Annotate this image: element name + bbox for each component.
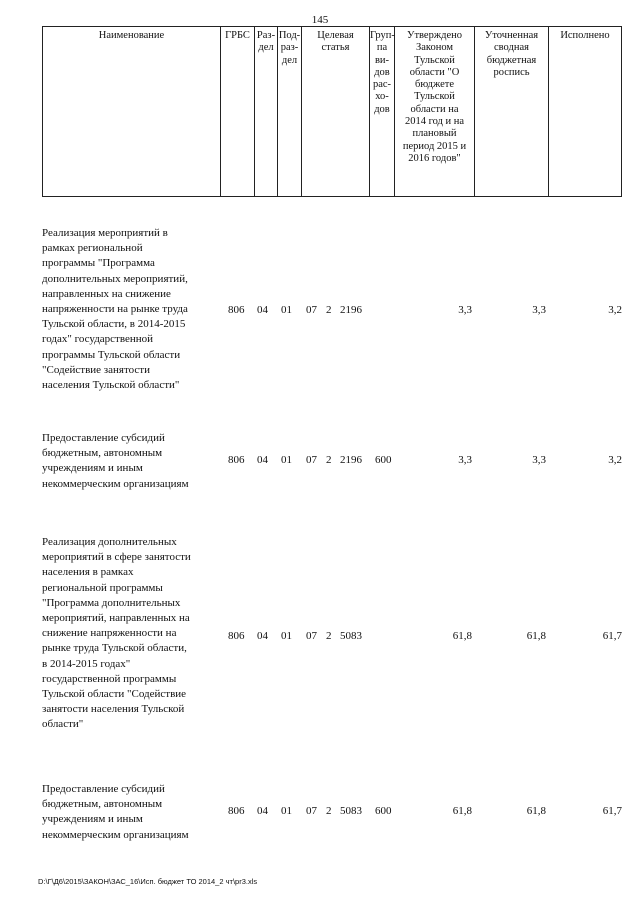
row-razdel: 04: [257, 454, 268, 466]
row-target-subprogram: 2: [326, 454, 332, 466]
row-target-program: 07: [306, 454, 317, 466]
row-grbs: 806: [228, 454, 245, 466]
row-executed: 61,7: [602, 805, 622, 817]
row-target-program: 07: [306, 805, 317, 817]
row-podrazdel: 01: [281, 454, 292, 466]
header-razdel: Раз- дел: [255, 27, 278, 196]
header-executed: Исполнено: [560, 30, 610, 41]
row-name: Реализация мероприятий в рамках региональной программы "Программа дополнительных мероприятий, направленных на снижение напряженности на рынке труда Тульской области, в 2014-2015 годах" государственной программы Тульской области "Содействие занятости населения Тульской области": [42, 227, 188, 392]
header-podrazdel: Под- раз- дел: [278, 27, 302, 196]
row-executed: 61,7: [602, 630, 622, 642]
header-group: Груп- па ви- дов рас- хо- дов: [370, 27, 395, 196]
row-name: Реализация дополнительных мероприятий в сфере занятости населения в рамках региональной программы "Программа дополнительных мероприятий, направленных на снижение напряженности на рынке труда Тульской области, в 2014-2015 годах" государственной программы Тульской области "Содействие занятости населения Тульской области": [42, 536, 191, 731]
header-approved: Утверждено Законом Тульской области "О бюджете Тульской области на 2014 год и на плановый период 2015 и 2016 годов": [395, 27, 475, 196]
row-approved: 61,8: [452, 630, 472, 642]
row-approved: 3,3: [458, 304, 472, 316]
file-path-footer: D:\Г\Д6\2015\ЗАКОН\ЗАС_16\Исп. бюджет ТО 2014_2 чт\pr3.xls: [38, 877, 258, 886]
row-razdel: 04: [257, 304, 268, 316]
row-group: 600: [375, 454, 392, 466]
header-target: Целевая статья: [302, 27, 370, 196]
row-target-program: 07: [306, 304, 317, 316]
row-approved: 61,8: [452, 805, 472, 817]
table-row: [42, 535, 632, 735]
row-executed: 3,2: [608, 304, 622, 316]
row-grbs: 806: [228, 304, 245, 316]
row-name: Предоставление субсидий бюджетным, автономным учреждениям и иным некоммерческим организациям: [42, 783, 189, 841]
table-row: [42, 431, 632, 493]
header-name: Наименование: [43, 27, 221, 196]
row-refined: 3,3: [532, 454, 546, 466]
row-target-subprogram: 2: [326, 805, 332, 817]
row-podrazdel: 01: [281, 304, 292, 316]
row-podrazdel: 01: [281, 805, 292, 817]
row-target-subprogram: 2: [326, 630, 332, 642]
row-name: Предоставление субсидий бюджетным, автономным учреждениям и иным некоммерческим организациям: [42, 432, 189, 490]
row-razdel: 04: [257, 805, 268, 817]
table-row: [42, 782, 632, 844]
table-row: [42, 226, 632, 396]
row-grbs: 806: [228, 630, 245, 642]
row-target-code: 2196: [340, 454, 362, 466]
row-podrazdel: 01: [281, 630, 292, 642]
header-refined: Уточненная сводная бюджетная роспись: [475, 27, 549, 196]
row-refined: 61,8: [526, 805, 546, 817]
row-executed: 3,2: [608, 454, 622, 466]
row-grbs: 806: [228, 805, 245, 817]
row-razdel: 04: [257, 630, 268, 642]
row-target-subprogram: 2: [326, 304, 332, 316]
row-target-code: 2196: [340, 304, 362, 316]
row-refined: 3,3: [532, 304, 546, 316]
page-number: 145: [311, 14, 329, 26]
row-refined: 61,8: [526, 630, 546, 642]
header-grbs: ГРБС: [221, 27, 255, 196]
row-target-code: 5083: [340, 805, 362, 817]
row-target-code: 5083: [340, 630, 362, 642]
row-target-program: 07: [306, 630, 317, 642]
row-approved: 3,3: [458, 454, 472, 466]
row-group: 600: [375, 805, 392, 817]
table-header: [42, 26, 622, 197]
